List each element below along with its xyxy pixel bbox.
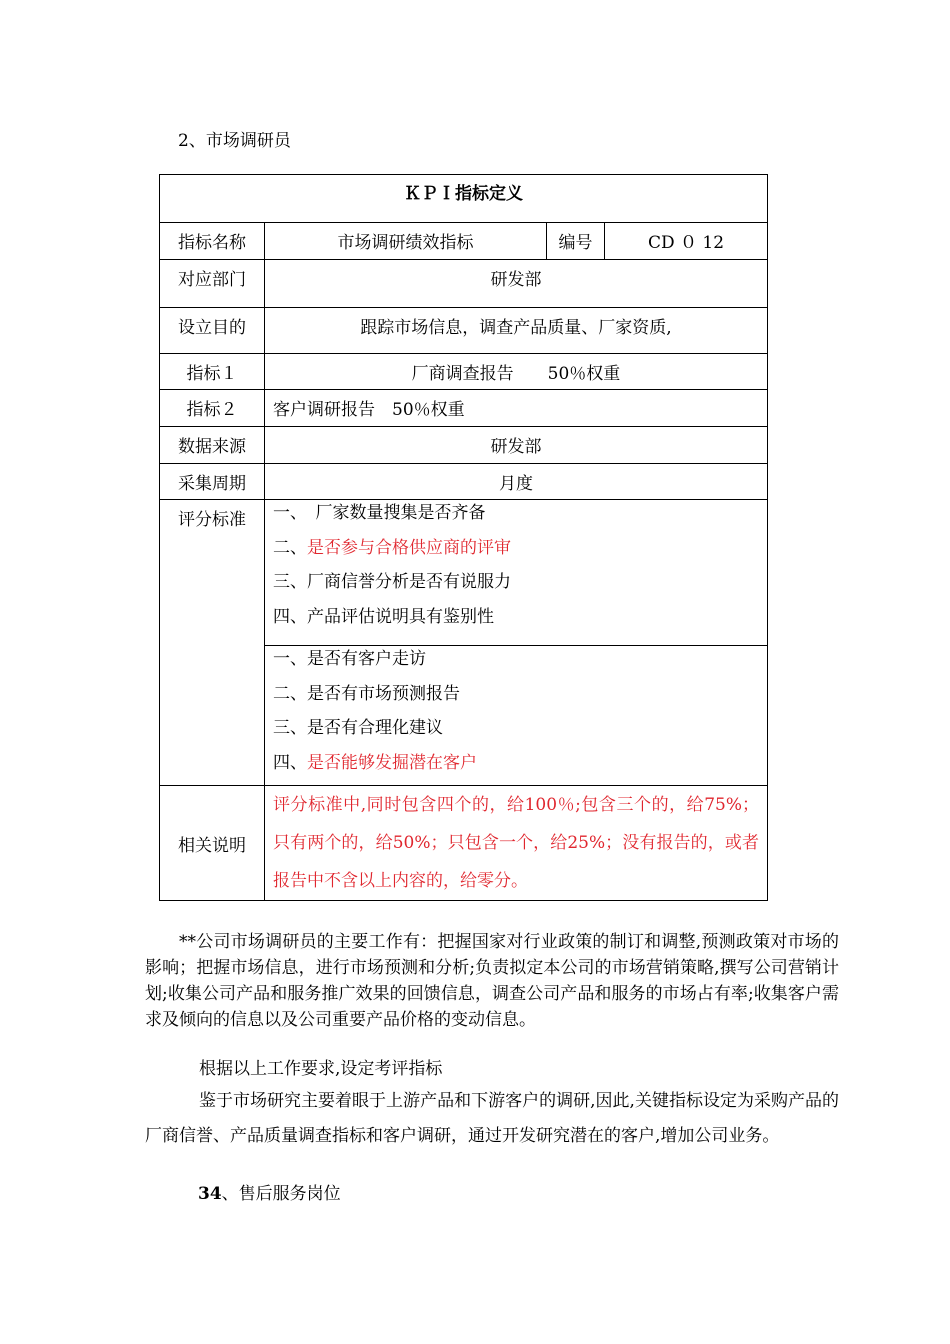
table-title: ＫＰＩ指标定义 (160, 175, 768, 223)
criteria-item: 一、 厂家数量搜集是否齐备 (273, 503, 486, 523)
criteria-item: 一、是否有客户走访 (273, 649, 426, 669)
department-value: 研发部 (265, 260, 768, 308)
code-label: 编号 (547, 223, 605, 260)
criteria-item: 二、是否有市场预测报告 (273, 683, 460, 704)
indicator-name-label: 指标名称 (160, 223, 265, 260)
next-section-heading: 34、售后服务岗位 (198, 1184, 341, 1204)
kpi-definition-table (159, 174, 768, 901)
kpi1-label: 指标１ (160, 354, 265, 390)
department-label: 对应部门 (160, 260, 265, 308)
criteria-item: 四、是否能够发掘潜在客户 (273, 752, 477, 773)
notes-value: 评分标准中,同时包含四个的，给100％;包含三个的，给75%；只有两个的，给50%；只包含一个，给25%；没有报告的，或者报告中不含以上内容的，给零分。 (265, 786, 768, 901)
rationale-paragraph: 鉴于市场研究主要着眼于上游产品和下游客户的调研,因此,关键指标设定为采购产品的厂商信誉、产品质量调查指标和客户调研，通过开发研究潜在的客户,增加公司业务。 (145, 1091, 839, 1146)
section-heading: 2、市场调研员 (178, 131, 291, 151)
data-source-label: 数据来源 (160, 427, 265, 464)
criteria-item: 四、产品评估说明具有鉴别性 (273, 606, 494, 627)
basis-line: 根据以上工作要求,设定考评指标 (199, 1059, 443, 1079)
kpi2-label: 指标２ (160, 390, 265, 427)
indicator-name-value: 市场调研绩效指标 (265, 223, 547, 260)
kpi2-value: 客户调研报告 50％权重 (265, 390, 768, 427)
purpose-value: 跟踪市场信息，调查产品质量、厂家资质, (265, 308, 768, 354)
criteria-item: 二、是否参与合格供应商的评审 (273, 537, 511, 558)
collection-cycle-label: 采集周期 (160, 464, 265, 500)
data-source-value: 研发部 (265, 427, 768, 464)
collection-cycle-value: 月度 (265, 464, 768, 500)
purpose-label: 设立目的 (160, 308, 265, 354)
criteria-item: 三、厂商信誉分析是否有说服力 (273, 572, 511, 592)
notes-label: 相关说明 (160, 786, 265, 901)
kpi1-value: 厂商调查报告 50％权重 (265, 354, 768, 390)
criteria-group-2 (265, 646, 768, 786)
criteria-label: 评分标准 (160, 500, 265, 786)
criteria-group-1 (265, 500, 768, 646)
code-value: CD ０ 12 (605, 223, 768, 260)
duties-paragraph: **公司市场调研员的主要工作有：把握国家对行业政策的制订和调整,预测政策对市场的影响；把握市场信息，进行市场预测和分析;负责拟定本公司的市场营销策略,撰写公司营销计划;收集公司产品和服务推广效果的回馈信息，调查公司产品和服务的市场占有率;收集客户需求及倾向的信息以及公司重要产品价格的变动信息。 (145, 932, 839, 1030)
criteria-item: 三、是否有合理化建议 (273, 718, 443, 738)
